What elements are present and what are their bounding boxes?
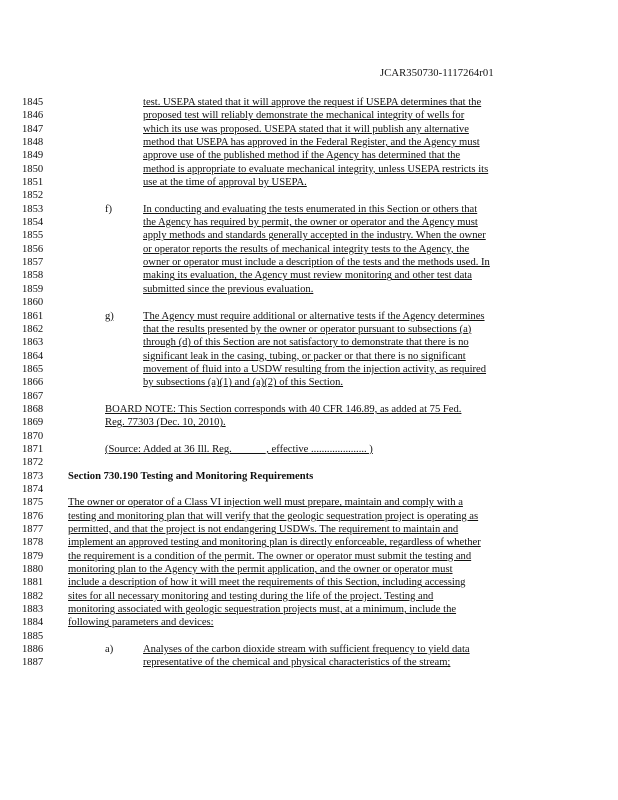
document-line bbox=[0, 163, 618, 176]
document-line bbox=[0, 576, 618, 589]
document-line bbox=[0, 176, 618, 189]
line-number: 1860 bbox=[22, 297, 44, 309]
line-number: 1867 bbox=[22, 390, 44, 402]
document-line bbox=[0, 470, 618, 483]
line-number: 1881 bbox=[22, 577, 44, 589]
document-line bbox=[0, 96, 618, 109]
document-line bbox=[0, 216, 618, 229]
line-number: 1877 bbox=[22, 524, 44, 535]
line-text: apply methods and standards generally accepted in the industry. When the owner bbox=[143, 230, 486, 242]
line-number: 1878 bbox=[22, 537, 44, 549]
document-line bbox=[0, 256, 618, 269]
document-line bbox=[0, 243, 618, 256]
document-line bbox=[0, 376, 618, 389]
line-text: significant leak in the casing, tubing, or packer or that there is no significant bbox=[143, 350, 466, 362]
document-line bbox=[0, 310, 618, 323]
line-number: 1855 bbox=[22, 230, 44, 242]
line-number: 1846 bbox=[22, 110, 44, 122]
line-text: The owner or operator of a Class VI injection well must prepare, maintain and comply with a bbox=[68, 497, 463, 509]
subsection-label: f) bbox=[105, 203, 113, 215]
document-line bbox=[0, 656, 618, 669]
line-text: or operator reports the results of mechanical integrity tests to the Agency, the bbox=[143, 243, 470, 255]
line-text: method is appropriate to evaluate mechanical integrity, unless USEPA restricts its bbox=[143, 163, 489, 175]
line-number: 1885 bbox=[22, 630, 44, 642]
line-number: 1887 bbox=[22, 657, 44, 669]
line-text: testing and monitoring plan that will verify that the geologic sequestration project is operating as bbox=[68, 510, 479, 522]
document-line bbox=[0, 363, 618, 376]
line-text: movement of fluid into a USDW resulting from the injection activity, as required bbox=[143, 363, 487, 375]
line-text: representative of the chemical and physical characteristics of the stream; bbox=[143, 657, 451, 669]
line-number: 1883 bbox=[22, 604, 44, 616]
line-number: 1854 bbox=[22, 217, 44, 229]
line-text: sites for all necessary monitoring and testing during the life of the project. Testing and bbox=[68, 590, 434, 602]
document-line bbox=[0, 203, 618, 216]
line-number: 1870 bbox=[22, 430, 44, 442]
line-number: 1849 bbox=[22, 150, 44, 162]
document-id-header: JCAR350730-1117264r01 bbox=[380, 68, 494, 79]
line-text: Analyses of the carbon dioxide stream with sufficient frequency to yield data bbox=[143, 644, 470, 656]
document-line bbox=[0, 430, 618, 443]
line-number: 1866 bbox=[22, 377, 44, 389]
document-line bbox=[0, 229, 618, 242]
line-number: 1879 bbox=[22, 550, 44, 562]
line-number: 1869 bbox=[22, 417, 44, 429]
document-line bbox=[0, 643, 618, 656]
line-number: 1886 bbox=[22, 644, 44, 656]
document-line bbox=[0, 336, 618, 349]
line-number: 1851 bbox=[22, 177, 44, 189]
line-number: 1864 bbox=[22, 350, 44, 362]
document-line bbox=[0, 563, 618, 576]
document-line bbox=[0, 189, 618, 202]
document-line bbox=[0, 109, 618, 122]
line-text: (Source: Added at 36 Ill. Reg. ______, effective ..................... ) bbox=[105, 443, 373, 455]
line-number: 1871 bbox=[22, 443, 44, 455]
document-line bbox=[0, 443, 618, 456]
line-text: In conducting and evaluating the tests enumerated in this Section or others that bbox=[143, 203, 478, 215]
document-line bbox=[0, 630, 618, 643]
line-text: test. USEPA stated that it will approve the request if USEPA determines that the bbox=[143, 97, 482, 108]
line-number: 1884 bbox=[22, 617, 44, 629]
line-text: making its evaluation, the Agency must review monitoring and other test data bbox=[143, 270, 472, 282]
line-text: include a description of how it will meet the requirements of this Section, including accessing bbox=[68, 577, 466, 589]
line-number: 1874 bbox=[22, 483, 44, 495]
line-text: submitted since the previous evaluation. bbox=[143, 283, 314, 295]
section-heading: Section 730.190 Testing and Monitoring Requirements bbox=[68, 470, 314, 482]
line-number: 1863 bbox=[22, 337, 44, 349]
line-text: the Agency has required by permit, the owner or operator and the Agency must bbox=[143, 217, 478, 229]
line-number: 1857 bbox=[22, 257, 44, 269]
line-number: 1875 bbox=[22, 497, 44, 509]
document-line bbox=[0, 149, 618, 162]
document-line bbox=[0, 403, 618, 416]
document-line bbox=[0, 136, 618, 149]
line-text: Reg. 77303 (Dec. 10, 2010). bbox=[105, 417, 226, 429]
document-line bbox=[0, 536, 618, 549]
line-number: 1845 bbox=[22, 97, 44, 108]
document-line bbox=[0, 296, 618, 309]
document-line bbox=[0, 603, 618, 616]
line-text: owner or operator must include a description of the tests and the methods used. In bbox=[143, 257, 490, 269]
document-line bbox=[0, 323, 618, 336]
document-line bbox=[0, 456, 618, 469]
line-number: 1876 bbox=[22, 510, 44, 522]
document-line bbox=[0, 550, 618, 563]
line-number: 1872 bbox=[22, 457, 44, 469]
document-body bbox=[0, 96, 618, 670]
line-number: 1862 bbox=[22, 323, 44, 335]
line-number: 1858 bbox=[22, 270, 44, 282]
line-number: 1868 bbox=[22, 403, 44, 415]
document-line bbox=[0, 510, 618, 523]
line-text: that the results presented by the owner or operator pursuant to subsections (a) bbox=[143, 323, 472, 335]
line-text: monitoring plan to the Agency with the permit application, and the owner or operator must bbox=[68, 564, 453, 576]
document-line bbox=[0, 496, 618, 509]
line-text: use at the time of approval by USEPA. bbox=[143, 177, 307, 189]
document-line bbox=[0, 283, 618, 296]
line-text: approve use of the published method if the Agency has determined that the bbox=[143, 150, 461, 162]
line-text: which its use was proposed. USEPA stated that it will publish any alternative bbox=[143, 123, 469, 135]
line-number: 1859 bbox=[22, 283, 44, 295]
line-text: method that USEPA has approved in the Federal Register, and the Agency must bbox=[143, 137, 480, 149]
line-text: monitoring associated with geologic sequestration projects must, at a minimum, include the bbox=[68, 604, 457, 616]
document-line bbox=[0, 483, 618, 496]
line-number: 1880 bbox=[22, 564, 44, 576]
line-number: 1856 bbox=[22, 243, 44, 255]
line-text: through (d) of this Section are not satisfactory to demonstrate that there is no bbox=[143, 337, 469, 349]
line-number: 1853 bbox=[22, 203, 44, 215]
line-text: proposed test will reliably demonstrate the mechanical integrity of wells for bbox=[143, 110, 465, 122]
line-text: BOARD NOTE: This Section corresponds with 40 CFR 146.89, as added at 75 Fed. bbox=[105, 403, 462, 415]
line-number: 1882 bbox=[22, 590, 44, 602]
document-line bbox=[0, 350, 618, 363]
line-text: by subsections (a)(1) and (a)(2) of this Section. bbox=[143, 377, 344, 389]
line-number: 1847 bbox=[22, 123, 44, 135]
document-line bbox=[0, 416, 618, 429]
document-line bbox=[0, 390, 618, 403]
document-line bbox=[0, 269, 618, 282]
document-line bbox=[0, 523, 618, 536]
line-text: permitted, and that the project is not endangering USDWs. The requirement to maintain and bbox=[68, 524, 459, 535]
line-number: 1850 bbox=[22, 163, 44, 175]
subsection-label: a) bbox=[105, 644, 114, 656]
line-text: the requirement is a condition of the permit. The owner or operator must submit the testing and bbox=[68, 550, 472, 562]
document-line bbox=[0, 123, 618, 136]
document-line bbox=[0, 616, 618, 629]
line-number: 1852 bbox=[22, 190, 44, 202]
document-line bbox=[0, 590, 618, 603]
line-text: The Agency must require additional or alternative tests if the Agency determines bbox=[143, 310, 485, 322]
line-number: 1861 bbox=[22, 310, 44, 322]
subsection-label: g) bbox=[105, 310, 114, 322]
line-number: 1865 bbox=[22, 363, 44, 375]
line-number: 1873 bbox=[22, 470, 44, 482]
line-text: following parameters and devices: bbox=[68, 617, 214, 629]
line-text: implement an approved testing and monitoring plan is directly enforceable, regardless of whether bbox=[68, 537, 481, 549]
line-number: 1848 bbox=[22, 137, 44, 149]
